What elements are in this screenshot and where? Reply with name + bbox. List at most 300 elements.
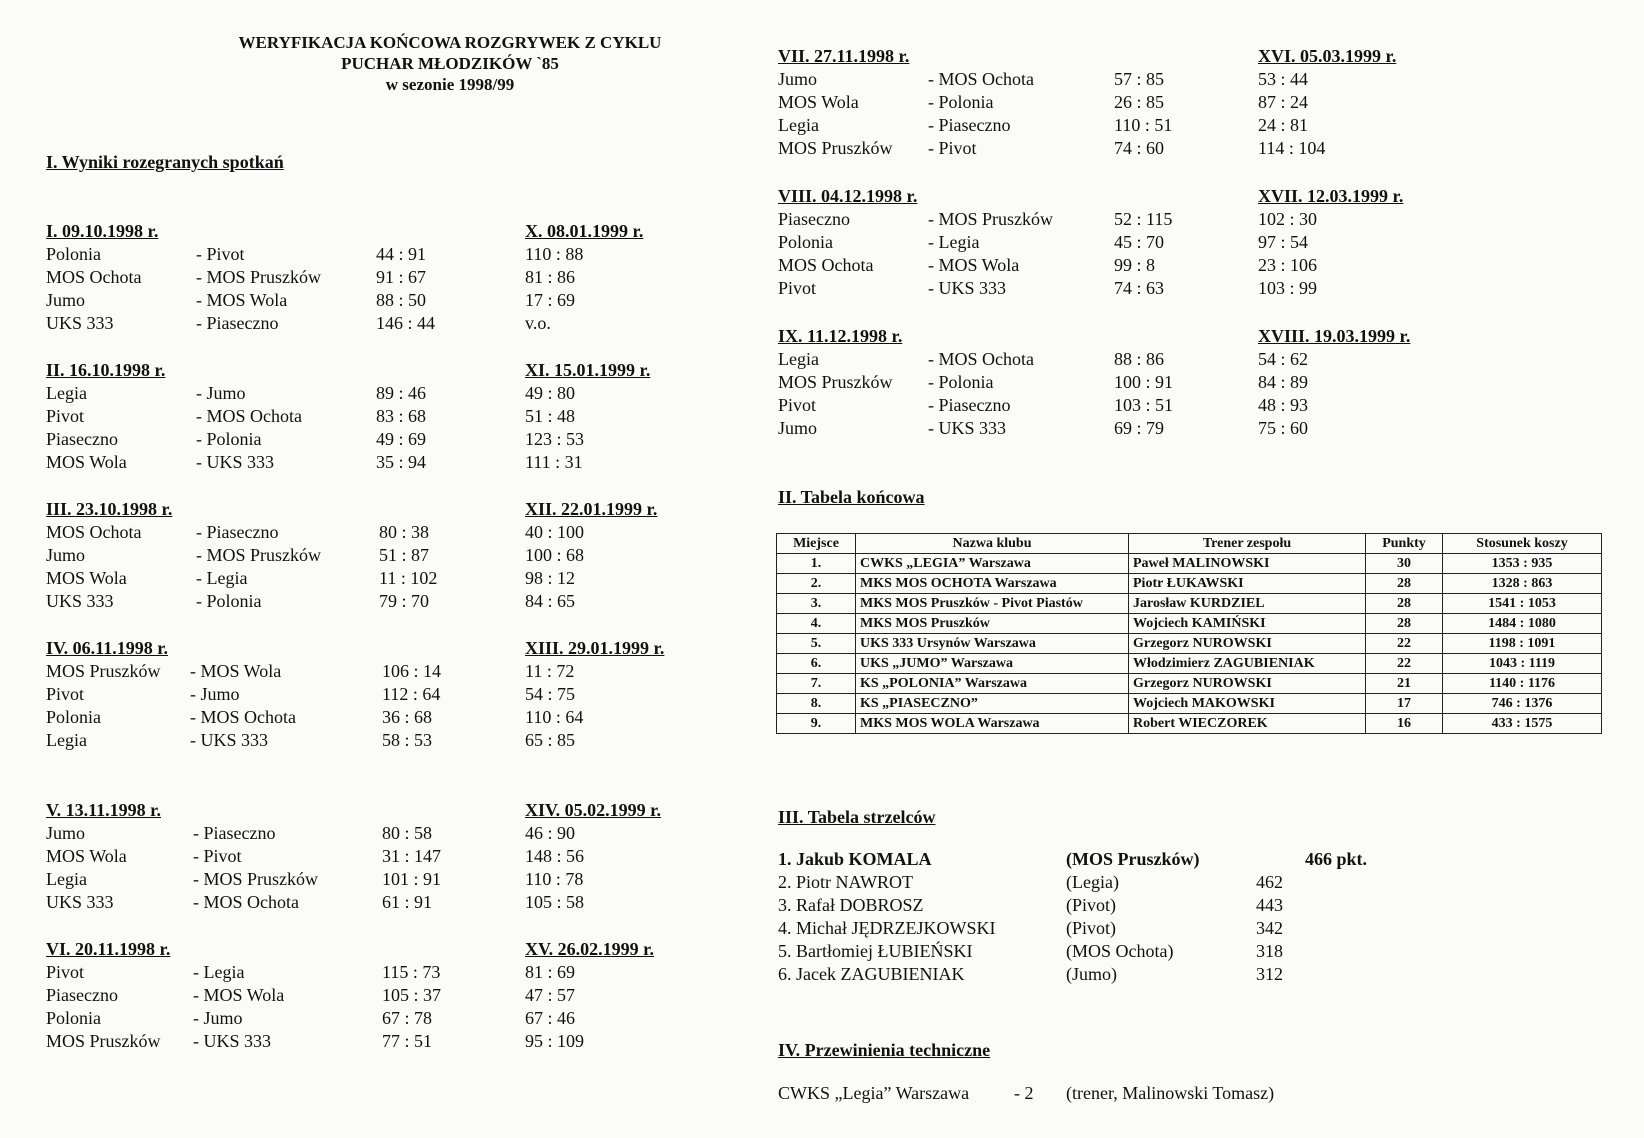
coach-cell: Wojciech MAKOWSKI xyxy=(1129,694,1366,714)
match-score: 79 : 70 xyxy=(379,591,430,611)
match-score: 61 : 91 xyxy=(382,892,433,912)
match-score: 88 : 50 xyxy=(376,290,427,310)
column-header: Trener zespołu xyxy=(1129,534,1366,554)
match-row xyxy=(46,428,427,451)
match-score: 11 : 72 xyxy=(525,661,575,681)
place-cell: 6. xyxy=(777,654,856,674)
return-round-block xyxy=(525,637,664,752)
match-away: - Jumo xyxy=(196,383,246,403)
return-round-block xyxy=(525,938,654,1053)
round-header: IV. 06.11.1998 r. xyxy=(46,638,169,658)
coach-cell: Grzegorz NUROWSKI xyxy=(1129,634,1366,654)
match-home: Legia xyxy=(46,869,87,889)
column-header: Punkty xyxy=(1366,534,1443,554)
match-row xyxy=(46,521,430,544)
basket-ratio-cell: 433 : 1575 xyxy=(1443,714,1602,734)
match-row xyxy=(46,289,427,312)
match-home: Polonia xyxy=(46,707,102,727)
round-header: X. 08.01.1999 r. xyxy=(525,221,644,241)
scorer-club: (MOS Ochota) xyxy=(1066,941,1174,961)
match-home: UKS 333 xyxy=(46,892,114,912)
match-away: - Pivot xyxy=(196,244,245,264)
points-cell: 22 xyxy=(1366,634,1443,654)
match-away: - Piaseczno xyxy=(196,313,279,333)
match-away: - MOS Pruszków xyxy=(193,869,319,889)
match-home: Pivot xyxy=(46,406,85,426)
match-home: MOS Pruszków xyxy=(46,1031,161,1051)
match-home: Pivot xyxy=(46,962,85,982)
match-score: 105 : 58 xyxy=(525,892,585,912)
round-block xyxy=(778,325,1174,440)
scorer-points: 462 xyxy=(1256,872,1283,892)
match-home: Piaseczno xyxy=(46,429,118,449)
match-score: 67 : 46 xyxy=(525,1008,576,1028)
match-row xyxy=(46,984,442,1007)
match-row xyxy=(46,312,436,335)
match-row xyxy=(778,114,1173,137)
match-away: - MOS Ochota xyxy=(190,707,296,727)
match-score: 40 : 100 xyxy=(525,522,585,542)
match-away: - MOS Wola xyxy=(928,255,1020,275)
match-home: Legia xyxy=(46,383,87,403)
round-header: XVI. 05.03.1999 r. xyxy=(1258,46,1397,66)
return-round-block xyxy=(1258,185,1403,300)
coach-cell: Grzegorz NUROWSKI xyxy=(1129,674,1366,694)
match-away: - Polonia xyxy=(928,92,994,112)
match-row xyxy=(46,382,427,405)
table-row xyxy=(777,614,1602,634)
round-header: VII. 27.11.1998 r. xyxy=(778,46,910,66)
section-final-table-heading: II. Tabela końcowa xyxy=(778,487,925,507)
match-row xyxy=(46,891,433,914)
title-line-1: WERYFIKACJA KOŃCOWA ROZGRYWEK Z CYKLU xyxy=(238,33,662,52)
match-row xyxy=(46,660,442,683)
match-score: 91 : 67 xyxy=(376,267,427,287)
section-scorers-heading: III. Tabela strzelców xyxy=(778,807,936,827)
basket-ratio-cell: 1541 : 1053 xyxy=(1443,594,1602,614)
round-header: XIV. 05.02.1999 r. xyxy=(525,800,662,820)
match-away: - Polonia xyxy=(196,591,262,611)
match-score: 123 : 53 xyxy=(525,429,585,449)
basket-ratio-cell: 1484 : 1080 xyxy=(1443,614,1602,634)
match-score: 110 : 64 xyxy=(525,707,584,727)
match-score: 99 : 8 xyxy=(1114,255,1156,275)
match-away: - UKS 333 xyxy=(928,278,1007,298)
match-home: MOS Pruszków xyxy=(778,372,893,392)
scorer-points: 312 xyxy=(1256,964,1283,984)
place-cell: 8. xyxy=(777,694,856,714)
match-score: 88 : 86 xyxy=(1114,349,1165,369)
table-row xyxy=(777,714,1602,734)
match-away: - MOS Ochota xyxy=(928,349,1034,369)
club-cell: CWKS „LEGIA” Warszawa xyxy=(856,554,1129,574)
round-block xyxy=(46,799,442,914)
table-row xyxy=(777,594,1602,614)
place-cell: 7. xyxy=(777,674,856,694)
match-score: 49 : 80 xyxy=(525,383,576,403)
title-line-3: w sezonie 1998/99 xyxy=(385,75,515,94)
match-score: 46 : 90 xyxy=(525,823,576,843)
match-row xyxy=(46,729,433,752)
match-score: 111 : 31 xyxy=(525,452,583,472)
scorer-club: (Pivot) xyxy=(1066,895,1117,915)
match-score: v.o. xyxy=(525,313,551,333)
match-home: Polonia xyxy=(46,244,102,264)
table-header-row xyxy=(777,534,1602,554)
points-cell: 28 xyxy=(1366,594,1443,614)
match-away: - Pivot xyxy=(193,846,242,866)
scorer-name: 6. Jacek ZAGUBIENIAK xyxy=(778,964,965,984)
match-away: - UKS 333 xyxy=(190,730,269,750)
column-header: Miejsce xyxy=(777,534,856,554)
match-score: 95 : 109 xyxy=(525,1031,585,1051)
place-cell: 3. xyxy=(777,594,856,614)
points-cell: 28 xyxy=(1366,574,1443,594)
table-row xyxy=(777,574,1602,594)
round-block xyxy=(46,220,436,335)
scorer-club: (Legia) xyxy=(1066,872,1119,892)
final-standings-table xyxy=(776,533,1602,734)
match-score: 110 : 88 xyxy=(525,244,584,264)
match-row xyxy=(46,1030,433,1053)
match-score: 44 : 91 xyxy=(376,244,427,264)
match-home: Pivot xyxy=(778,395,817,415)
match-away: - Polonia xyxy=(928,372,994,392)
coach-cell: Włodzimierz ZAGUBIENIAK xyxy=(1129,654,1366,674)
round-block xyxy=(778,45,1173,160)
round-header: XVIII. 19.03.1999 r. xyxy=(1258,326,1411,346)
match-away: - MOS Wola xyxy=(190,661,282,681)
coach-cell: Paweł MALINOWSKI xyxy=(1129,554,1366,574)
match-score: 65 : 85 xyxy=(525,730,576,750)
match-score: 49 : 69 xyxy=(376,429,427,449)
match-row xyxy=(46,266,427,289)
basket-ratio-cell: 746 : 1376 xyxy=(1443,694,1602,714)
match-home: Jumo xyxy=(46,545,86,565)
match-score: 101 : 91 xyxy=(382,869,442,889)
match-score: 53 : 44 xyxy=(1258,69,1309,89)
round-header: VIII. 04.12.1998 r. xyxy=(778,186,918,206)
match-score: 103 : 99 xyxy=(1258,278,1318,298)
match-home: Polonia xyxy=(46,1008,102,1028)
table-row xyxy=(777,674,1602,694)
match-score: 84 : 89 xyxy=(1258,372,1309,392)
round-header: XI. 15.01.1999 r. xyxy=(525,360,651,380)
match-away: - Piaseczno xyxy=(193,823,276,843)
club-cell: KS „POLONIA” Warszawa xyxy=(856,674,1129,694)
match-home: MOS Pruszków xyxy=(46,661,161,681)
match-row xyxy=(46,243,427,266)
scorer-points: 342 xyxy=(1256,918,1283,938)
match-home: Jumo xyxy=(46,290,86,310)
section-technical-fouls-heading: IV. Przewinienia techniczne xyxy=(778,1040,991,1060)
match-home: Legia xyxy=(46,730,87,750)
match-score: 35 : 94 xyxy=(376,452,427,472)
match-row xyxy=(778,254,1156,277)
round-block xyxy=(778,185,1173,300)
match-home: Jumo xyxy=(778,69,818,89)
round-header: XIII. 29.01.1999 r. xyxy=(525,638,665,658)
match-row xyxy=(778,68,1165,91)
club-cell: MKS MOS Pruszków xyxy=(856,614,1129,634)
match-home: MOS Ochota xyxy=(46,522,142,542)
match-row xyxy=(46,1007,433,1030)
match-score: 77 : 51 xyxy=(382,1031,433,1051)
match-score: 106 : 14 xyxy=(382,661,442,681)
match-home: Jumo xyxy=(778,418,818,438)
match-home: UKS 333 xyxy=(46,591,114,611)
match-away: - UKS 333 xyxy=(193,1031,272,1051)
round-block xyxy=(46,637,442,752)
match-away: - Polonia xyxy=(196,429,262,449)
match-away: - Piaseczno xyxy=(928,395,1011,415)
match-row xyxy=(778,137,1165,160)
match-score: 112 : 64 xyxy=(382,684,441,704)
table-row xyxy=(777,554,1602,574)
match-score: 83 : 68 xyxy=(376,406,427,426)
match-score: 23 : 106 xyxy=(1258,255,1318,275)
match-home: MOS Pruszków xyxy=(778,138,893,158)
return-round-block xyxy=(525,359,650,474)
table-row xyxy=(777,654,1602,674)
match-score: 148 : 56 xyxy=(525,846,585,866)
match-score: 81 : 69 xyxy=(525,962,576,982)
points-cell: 28 xyxy=(1366,614,1443,634)
match-home: Pivot xyxy=(778,278,817,298)
match-home: Piaseczno xyxy=(46,985,118,1005)
return-round-block xyxy=(1258,325,1410,440)
round-header: XVII. 12.03.1999 r. xyxy=(1258,186,1404,206)
match-score: 97 : 54 xyxy=(1258,232,1309,252)
match-score: 31 : 147 xyxy=(382,846,442,866)
round-block xyxy=(46,938,442,1053)
round-header: V. 13.11.1998 r. xyxy=(46,800,162,820)
match-score: 84 : 65 xyxy=(525,591,576,611)
match-away: - Legia xyxy=(193,962,245,982)
match-score: 102 : 30 xyxy=(1258,209,1318,229)
club-cell: KS „PIASECZNO” xyxy=(856,694,1129,714)
match-row xyxy=(46,590,430,613)
match-row xyxy=(778,417,1165,440)
round-header: III. 23.10.1998 r. xyxy=(46,499,173,519)
match-away: - UKS 333 xyxy=(196,452,275,472)
match-row xyxy=(46,544,430,567)
match-away: - MOS Ochota xyxy=(928,69,1034,89)
match-score: 87 : 24 xyxy=(1258,92,1309,112)
foul-count: - 2 xyxy=(1014,1083,1034,1103)
match-score: 11 : 102 xyxy=(379,568,438,588)
match-home: MOS Ochota xyxy=(46,267,142,287)
match-score: 110 : 78 xyxy=(525,869,584,889)
return-round-block xyxy=(525,498,657,613)
match-away: - Jumo xyxy=(193,1008,243,1028)
match-row xyxy=(778,91,1165,114)
match-score: 105 : 37 xyxy=(382,985,442,1005)
scorer-club: (Jumo) xyxy=(1066,964,1117,984)
round-header: XV. 26.02.1999 r. xyxy=(525,939,655,959)
club-cell: UKS „JUMO” Warszawa xyxy=(856,654,1129,674)
points-cell: 30 xyxy=(1366,554,1443,574)
match-row xyxy=(778,371,1174,394)
match-row xyxy=(46,683,441,706)
match-score: 89 : 46 xyxy=(376,383,427,403)
match-home: MOS Wola xyxy=(46,452,127,472)
match-score: 48 : 93 xyxy=(1258,395,1309,415)
match-score: 52 : 115 xyxy=(1114,209,1173,229)
match-away: - Legia xyxy=(196,568,248,588)
scorer-points: 318 xyxy=(1256,941,1283,961)
match-away: - MOS Wola xyxy=(193,985,285,1005)
basket-ratio-cell: 1328 : 863 xyxy=(1443,574,1602,594)
match-row xyxy=(46,822,433,845)
round-header: I. 09.10.1998 r. xyxy=(46,221,159,241)
document-title xyxy=(140,32,760,95)
match-row xyxy=(778,394,1174,417)
match-away: - Jumo xyxy=(190,684,240,704)
match-home: Legia xyxy=(778,349,819,369)
match-row xyxy=(46,567,438,590)
match-score: 100 : 68 xyxy=(525,545,585,565)
match-score: 36 : 68 xyxy=(382,707,433,727)
match-away: - MOS Wola xyxy=(196,290,288,310)
place-cell: 5. xyxy=(777,634,856,654)
match-home: Pivot xyxy=(46,684,85,704)
coach-cell: Piotr ŁUKAWSKI xyxy=(1129,574,1366,594)
match-home: Jumo xyxy=(46,823,86,843)
round-block xyxy=(46,498,438,613)
match-away: - Legia xyxy=(928,232,980,252)
match-home: Polonia xyxy=(778,232,834,252)
match-away: - UKS 333 xyxy=(928,418,1007,438)
place-cell: 1. xyxy=(777,554,856,574)
scorer-name: 1. Jakub KOMALA xyxy=(778,849,932,869)
match-row xyxy=(778,231,1165,254)
match-row xyxy=(46,706,433,729)
coach-cell: Robert WIECZOREK xyxy=(1129,714,1366,734)
match-score: 54 : 62 xyxy=(1258,349,1309,369)
match-score: 80 : 58 xyxy=(382,823,433,843)
round-header: XII. 22.01.1999 r. xyxy=(525,499,658,519)
points-cell: 21 xyxy=(1366,674,1443,694)
match-score: 67 : 78 xyxy=(382,1008,433,1028)
round-header: II. 16.10.1998 r. xyxy=(46,360,166,380)
return-round-block xyxy=(525,220,643,335)
scorer-name: 2. Piotr NAWROT xyxy=(778,872,914,892)
return-round-block xyxy=(525,799,661,914)
match-score: 69 : 79 xyxy=(1114,418,1165,438)
match-score: 74 : 60 xyxy=(1114,138,1165,158)
round-header: IX. 11.12.1998 r. xyxy=(778,326,903,346)
match-score: 58 : 53 xyxy=(382,730,433,750)
match-score: 17 : 69 xyxy=(525,290,576,310)
return-round-block xyxy=(1258,45,1396,160)
column-header: Nazwa klubu xyxy=(856,534,1129,554)
match-away: - Piaseczno xyxy=(928,115,1011,135)
match-home: MOS Wola xyxy=(46,846,127,866)
match-away: - MOS Ochota xyxy=(193,892,299,912)
coach-cell: Jarosław KURDZIEL xyxy=(1129,594,1366,614)
round-block xyxy=(46,359,427,474)
match-score: 57 : 85 xyxy=(1114,69,1165,89)
scorer-name: 5. Bartłomiej ŁUBIEŃSKI xyxy=(778,941,973,961)
basket-ratio-cell: 1140 : 1176 xyxy=(1443,674,1602,694)
scorer-points: 466 pkt. xyxy=(1305,849,1368,869)
match-row xyxy=(46,845,442,868)
match-row xyxy=(46,405,427,428)
basket-ratio-cell: 1198 : 1091 xyxy=(1443,634,1602,654)
foul-note: (trener, Malinowski Tomasz) xyxy=(1066,1083,1275,1103)
match-row xyxy=(46,868,442,891)
match-row xyxy=(778,208,1173,231)
match-home: MOS Wola xyxy=(46,568,127,588)
match-score: 146 : 44 xyxy=(376,313,436,333)
match-away: - Piaseczno xyxy=(196,522,279,542)
scorer-points: 443 xyxy=(1256,895,1283,915)
match-home: MOS Ochota xyxy=(778,255,874,275)
scorer-name: 4. Michał JĘDRZEJKOWSKI xyxy=(778,918,996,938)
points-cell: 22 xyxy=(1366,654,1443,674)
match-away: - Pivot xyxy=(928,138,977,158)
match-away: - MOS Ochota xyxy=(196,406,302,426)
match-home: Legia xyxy=(778,115,819,135)
place-cell: 2. xyxy=(777,574,856,594)
scorer-name: 3. Rafał DOBROSZ xyxy=(778,895,924,915)
basket-ratio-cell: 1353 : 935 xyxy=(1443,554,1602,574)
match-row xyxy=(778,277,1165,300)
match-score: 74 : 63 xyxy=(1114,278,1165,298)
match-row xyxy=(46,451,427,474)
technical-foul-row xyxy=(778,1082,1338,1105)
place-cell: 9. xyxy=(777,714,856,734)
foul-club: CWKS „Legia” Warszawa xyxy=(778,1083,970,1103)
match-score: 103 : 51 xyxy=(1114,395,1174,415)
match-score: 45 : 70 xyxy=(1114,232,1165,252)
table-row xyxy=(777,634,1602,654)
match-home: Piaseczno xyxy=(778,209,850,229)
title-line-2: PUCHAR MŁODZIKÓW `85 xyxy=(341,54,559,73)
match-away: - MOS Pruszków xyxy=(928,209,1054,229)
points-cell: 16 xyxy=(1366,714,1443,734)
match-row xyxy=(46,961,441,984)
club-cell: UKS 333 Ursynów Warszawa xyxy=(856,634,1129,654)
basket-ratio-cell: 1043 : 1119 xyxy=(1443,654,1602,674)
match-score: 115 : 73 xyxy=(382,962,441,982)
match-home: MOS Wola xyxy=(778,92,859,112)
match-score: 110 : 51 xyxy=(1114,115,1173,135)
match-row xyxy=(778,348,1165,371)
coach-cell: Wojciech KAMIŃSKI xyxy=(1129,614,1366,634)
points-cell: 17 xyxy=(1366,694,1443,714)
match-score: 80 : 38 xyxy=(379,522,430,542)
match-home: UKS 333 xyxy=(46,313,114,333)
match-score: 24 : 81 xyxy=(1258,115,1309,135)
match-score: 100 : 91 xyxy=(1114,372,1174,392)
match-score: 47 : 57 xyxy=(525,985,576,1005)
match-score: 54 : 75 xyxy=(525,684,576,704)
match-score: 51 : 48 xyxy=(525,406,576,426)
club-cell: MKS MOS OCHOTA Warszawa xyxy=(856,574,1129,594)
section-results-heading: I. Wyniki rozegranych spotkań xyxy=(46,152,284,172)
place-cell: 4. xyxy=(777,614,856,634)
club-cell: MKS MOS Pruszków - Pivot Piastów xyxy=(856,594,1129,614)
match-score: 114 : 104 xyxy=(1258,138,1326,158)
match-score: 75 : 60 xyxy=(1258,418,1309,438)
match-score: 26 : 85 xyxy=(1114,92,1165,112)
match-away: - MOS Pruszków xyxy=(196,545,322,565)
match-away: - MOS Pruszków xyxy=(196,267,322,287)
column-header: Stosunek koszy xyxy=(1443,534,1602,554)
scorer-club: (MOS Pruszków) xyxy=(1066,849,1200,869)
